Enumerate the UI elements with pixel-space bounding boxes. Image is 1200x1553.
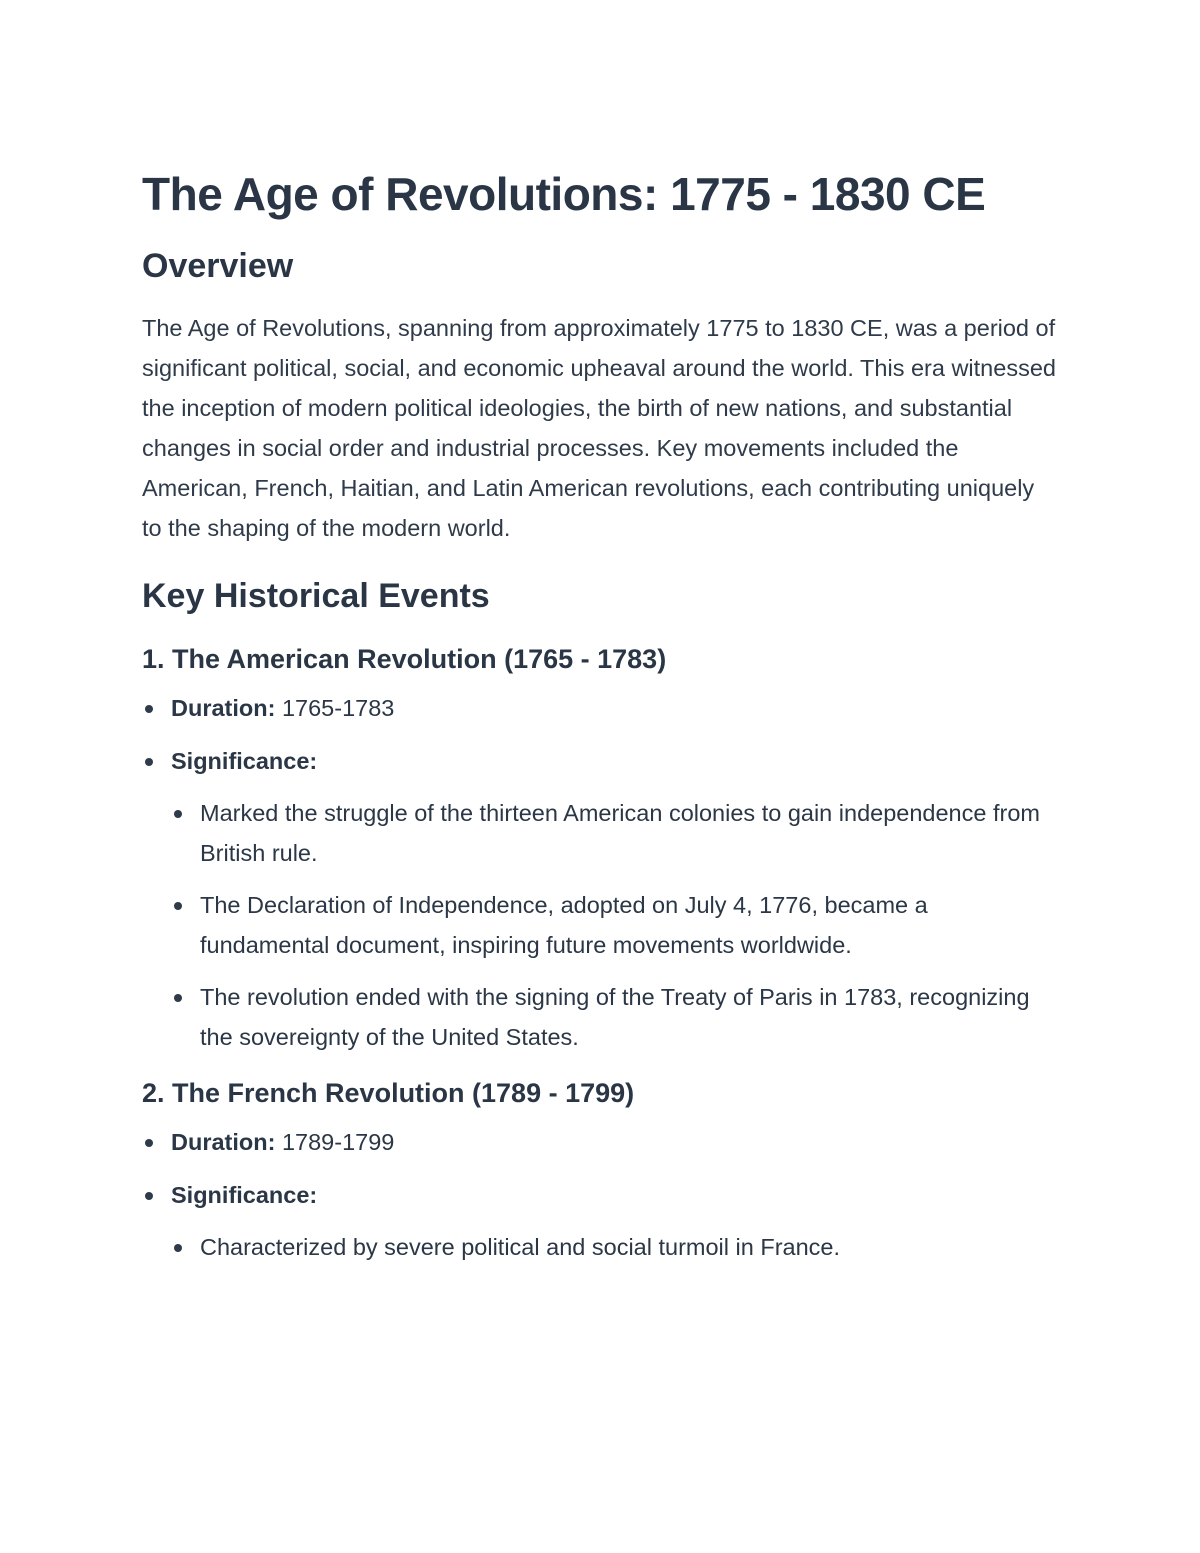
overview-paragraph: The Age of Revolutions, spanning from approximately 1775 to 1830 CE, was a period of significant political, social, and economic upheaval around the world. This era witnessed the inception of modern political ideologies, the birth of new nations, and substantial changes in social order and industrial processes. Key movements included the American, French, Haitian, and Latin American revolutions, each contributing uniquely to the shaping of the modern world. xyxy=(142,315,1056,541)
event-french-revolution xyxy=(142,1070,1057,1267)
event-heading: 1. The American Revolution (1765 - 1783) xyxy=(142,644,667,674)
significance-label: Significance: xyxy=(171,1182,318,1208)
event-heading: 2. The French Revolution (1789 - 1799) xyxy=(142,1078,635,1108)
significance-label: Significance: xyxy=(171,748,318,774)
key-events-heading: Key Historical Events xyxy=(142,577,490,615)
list-item: Characterized by severe political and social turmoil in France. xyxy=(171,1227,1057,1267)
list-item: The revolution ended with the signing of the Treaty of Paris in 1783, recognizing the sovereignty of the United States. xyxy=(171,977,1057,1057)
duration-value: 1765-1783 xyxy=(275,695,395,721)
document-page xyxy=(142,160,1057,1280)
list-item: Marked the struggle of the thirteen American colonies to gain independence from British rule. xyxy=(171,793,1057,873)
significance-list xyxy=(171,1227,1057,1267)
duration-item xyxy=(142,1122,1057,1162)
significance-item xyxy=(142,741,1057,1057)
event-american-revolution xyxy=(142,636,1057,1057)
duration-value: 1789-1799 xyxy=(275,1129,395,1155)
significance-list xyxy=(171,793,1057,1057)
event-details-list xyxy=(142,688,1057,1057)
significance-item xyxy=(142,1175,1057,1267)
overview-heading: Overview xyxy=(142,247,294,285)
list-item: The Declaration of Independence, adopted on July 4, 1776, became a fundamental document, inspiring future movements worldwide. xyxy=(171,885,1057,965)
page-title: The Age of Revolutions: 1775 - 1830 CE xyxy=(142,168,986,220)
duration-item xyxy=(142,688,1057,728)
duration-label: Duration: xyxy=(171,695,276,721)
duration-label: Duration: xyxy=(171,1129,276,1155)
event-details-list xyxy=(142,1122,1057,1267)
